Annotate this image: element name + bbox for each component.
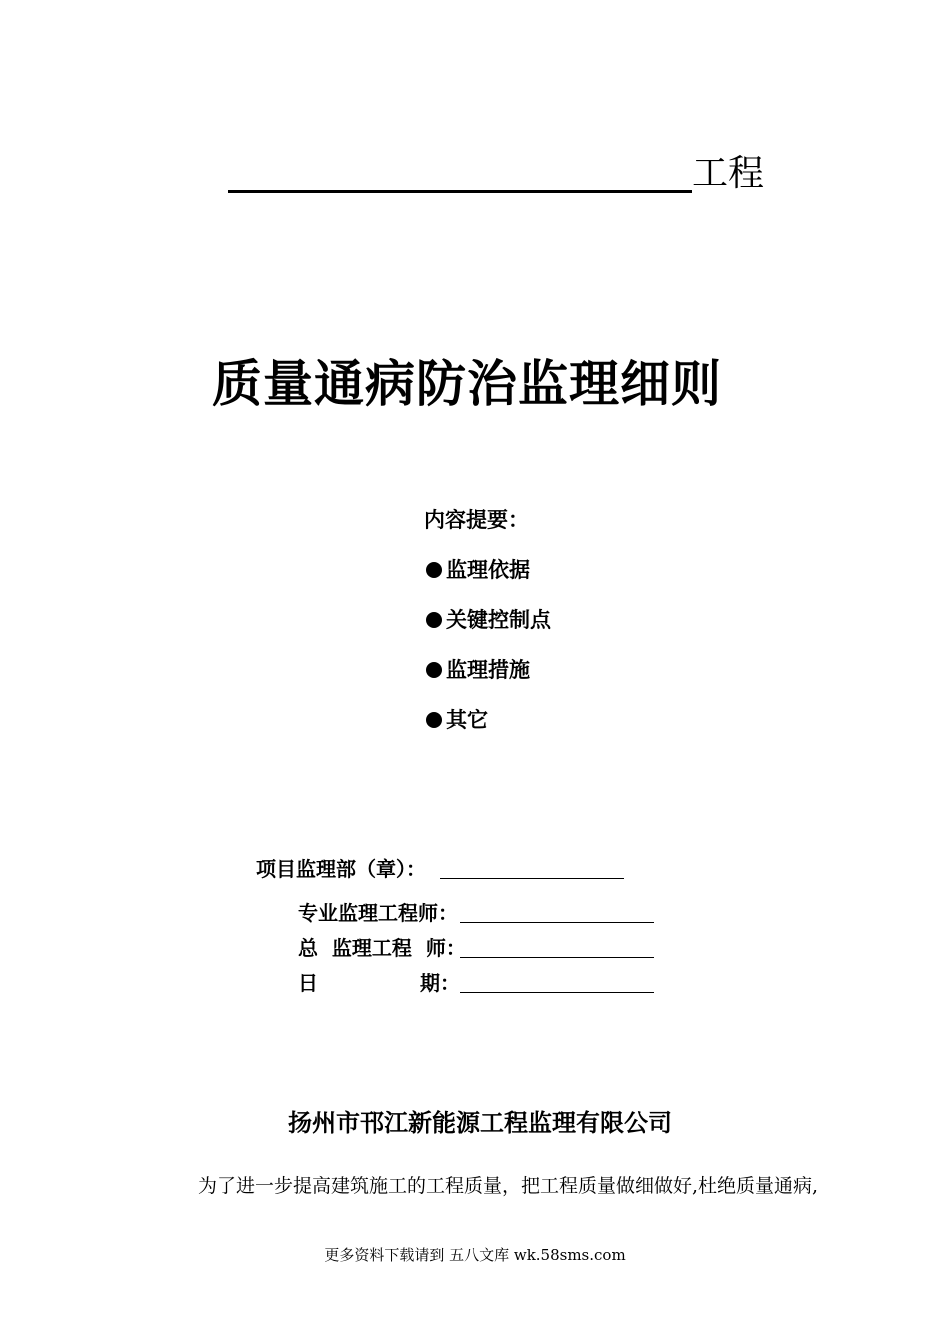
- document-title-text: 质量通病防治监理细则: [212, 355, 722, 413]
- summary-item: [424, 655, 551, 685]
- bullet-icon: [426, 712, 442, 728]
- date-label-day: 日: [298, 971, 318, 995]
- bullet-icon: [426, 562, 442, 578]
- bullet-icon: [426, 612, 442, 628]
- company-name: [0, 1106, 950, 1140]
- project-title-suffix: 工程: [692, 153, 765, 194]
- summary-item: [424, 705, 551, 735]
- summary-item-label: 关键控制点: [446, 608, 551, 632]
- intro-paragraph: 为了进一步提高建筑施工的工程质量，把工程质量做细做好,杜绝质量通病,: [198, 1175, 819, 1197]
- chief-engineer-blank: [460, 957, 654, 958]
- date-blank: [460, 992, 654, 993]
- chief-engineer-label: 总 监理工程 师：: [298, 936, 466, 960]
- summary-item: [424, 555, 551, 585]
- summary-item-label: 监理依据: [446, 558, 530, 582]
- page-footer: [0, 1244, 950, 1266]
- summary-item: [424, 605, 551, 635]
- specialist-engineer-label: 专业监理工程师：: [298, 901, 458, 925]
- summary-item-label: 其它: [446, 708, 488, 732]
- date-label-period: 期：: [420, 971, 460, 995]
- project-name-blank: [228, 190, 692, 193]
- company-name-text: 扬州市邗江新能源工程监理有限公司: [288, 1109, 672, 1137]
- summary-heading: 内容提要：: [424, 508, 529, 532]
- footer-text: 更多资料下载请到 五八文库 wk.58sms.com: [324, 1246, 626, 1264]
- summary-section: [424, 505, 551, 735]
- dept-seal-label: 项目监理部（章）：: [256, 857, 426, 881]
- document-title: [0, 352, 950, 416]
- bullet-icon: [426, 662, 442, 678]
- specialist-engineer-blank: [460, 922, 654, 923]
- summary-item-label: 监理措施: [446, 658, 530, 682]
- dept-seal-blank: [440, 878, 624, 879]
